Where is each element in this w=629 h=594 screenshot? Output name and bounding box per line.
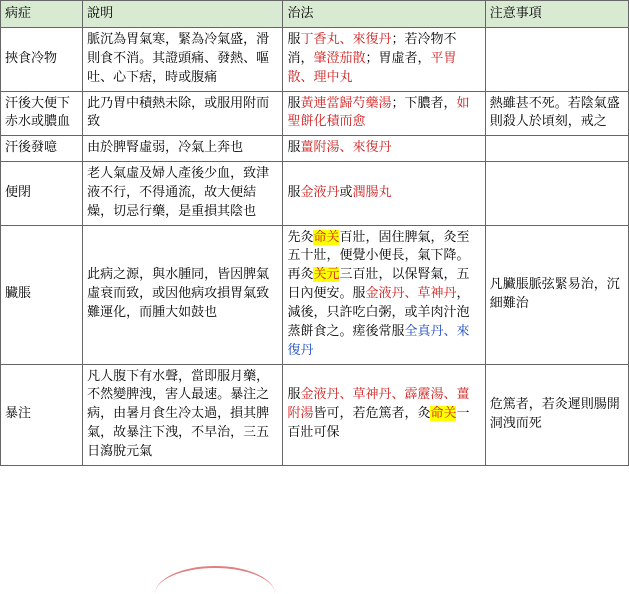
treatment-text: 丁香丸、來復丹 xyxy=(300,32,392,47)
treatment-text: 皆可，若危篤者，灸 xyxy=(313,406,431,422)
treatment-text: 服 xyxy=(287,140,301,156)
treatment-text: 金液丹、草神丹 xyxy=(365,286,457,302)
table-row xyxy=(1,91,629,136)
cell-note xyxy=(485,28,628,92)
treatment-text: 服 xyxy=(287,95,301,111)
acupoint-highlight: 关元 xyxy=(313,267,340,283)
cell-symptom: 便閉 xyxy=(1,162,83,226)
cell-treatment xyxy=(283,91,485,136)
cell-description: 此乃胃中積熱未除，或服用附而致 xyxy=(83,91,283,136)
cell-description: 凡人腹下有水聲，當即服月藥，不然變脾洩，害人最速。暴注之病，由暑月食生冷太過，損其脾氣，故暴注下洩，不早治，三五日瀉脫元氣 xyxy=(83,364,283,465)
column-header-note: 注意事項 xyxy=(485,1,628,28)
cell-symptom: 汗後大便下赤水或膿血 xyxy=(1,91,83,136)
treatment-text: 金液丹 xyxy=(300,184,340,200)
cell-symptom: 挾食冷物 xyxy=(1,28,83,92)
cell-description: 老人氣虛及婦人產後少血，致津液不行，不得通流，故大便結燥，切忌行藥，是重損其陰也 xyxy=(83,162,283,226)
cell-treatment xyxy=(283,162,485,226)
treatment-text: 黃連當歸芍藥湯 xyxy=(300,95,392,111)
table-row xyxy=(1,162,629,226)
acupoint-highlight: 命关 xyxy=(313,229,340,245)
cell-description: 此病之源，與水腫同，皆因脾氣虛衰而致，或因他病攻損胃氣致難運化，而腫大如鼓也 xyxy=(83,225,283,364)
treatment-text: 薑附湯、來復丹 xyxy=(300,140,392,156)
treatment-text: 一百壯可保 xyxy=(287,406,470,441)
cell-note xyxy=(485,162,628,226)
table-row xyxy=(1,225,629,364)
column-header-treatment: 治法 xyxy=(283,1,485,28)
treatment-text: 平胃散、理中丸 xyxy=(287,50,457,85)
treatment-text: 如聖餅化積而愈 xyxy=(287,95,470,130)
table-body xyxy=(1,28,629,466)
cell-note: 凡臟脹脈弦緊易治，沉細難治 xyxy=(485,225,628,364)
treatment-text: 潤腸丸 xyxy=(352,184,392,200)
acupoint-highlight: 命关 xyxy=(430,406,457,422)
treatment-text: ，減後，只許吃白粥，或羊肉汁泡蒸餅食之。瘥後常服 xyxy=(287,286,470,339)
treatment-text: 服 xyxy=(287,387,301,403)
treatment-text: 百壯，固住脾氣，灸至五十壯，便覺小便長，氣下降。再灸 xyxy=(287,229,470,283)
treatment-text: 服 xyxy=(287,32,301,47)
treatment-text: 或 xyxy=(339,184,353,200)
table-header-row xyxy=(1,1,629,28)
cell-note xyxy=(485,136,628,162)
column-header-symptom: 病症 xyxy=(1,1,83,28)
cell-description: 脈沉為胃氣寒，緊為冷氣盛，滑則食不消。其證頭痛、發熱、嘔吐、心下痞，時或腹痛 xyxy=(83,28,283,92)
treatment-text: 三百壯，以保腎氣，五日內便安。服 xyxy=(287,267,470,302)
table-row xyxy=(1,28,629,92)
cell-symptom: 臟脹 xyxy=(1,225,83,364)
cell-treatment xyxy=(283,28,485,92)
cell-treatment xyxy=(283,225,485,364)
cell-note: 熱雖甚不死。若陰氣盛則殺人於頃刻，戒之 xyxy=(485,91,628,136)
treatment-text: 先灸 xyxy=(287,229,314,245)
treatment-text: 肇澄茄散 xyxy=(313,50,366,66)
treatment-text: 金液丹、草神丹、霹靂湯、薑附湯 xyxy=(287,387,470,422)
treatment-text: 全真丹、來復丹 xyxy=(287,323,470,358)
treatment-text: ；下膿者， xyxy=(391,95,457,111)
table-header xyxy=(1,1,629,28)
table-row xyxy=(1,136,629,162)
cell-symptom: 暴注 xyxy=(1,364,83,465)
treatment-text: ；胃虛者， xyxy=(365,50,431,66)
cell-description: 由於脾腎虛弱，冷氣上奔也 xyxy=(83,136,283,162)
treatment-text: 服 xyxy=(287,184,301,200)
cell-treatment xyxy=(283,136,485,162)
cell-note: 危篤者，若灸遲則腸開洞洩而死 xyxy=(485,364,628,465)
decorative-arc xyxy=(155,566,275,594)
treatment-text: ；若冷物不消， xyxy=(287,32,457,66)
cell-treatment xyxy=(283,364,485,465)
column-header-description: 說明 xyxy=(83,1,283,28)
table-row xyxy=(1,364,629,465)
cell-symptom: 汗後發噫 xyxy=(1,136,83,162)
